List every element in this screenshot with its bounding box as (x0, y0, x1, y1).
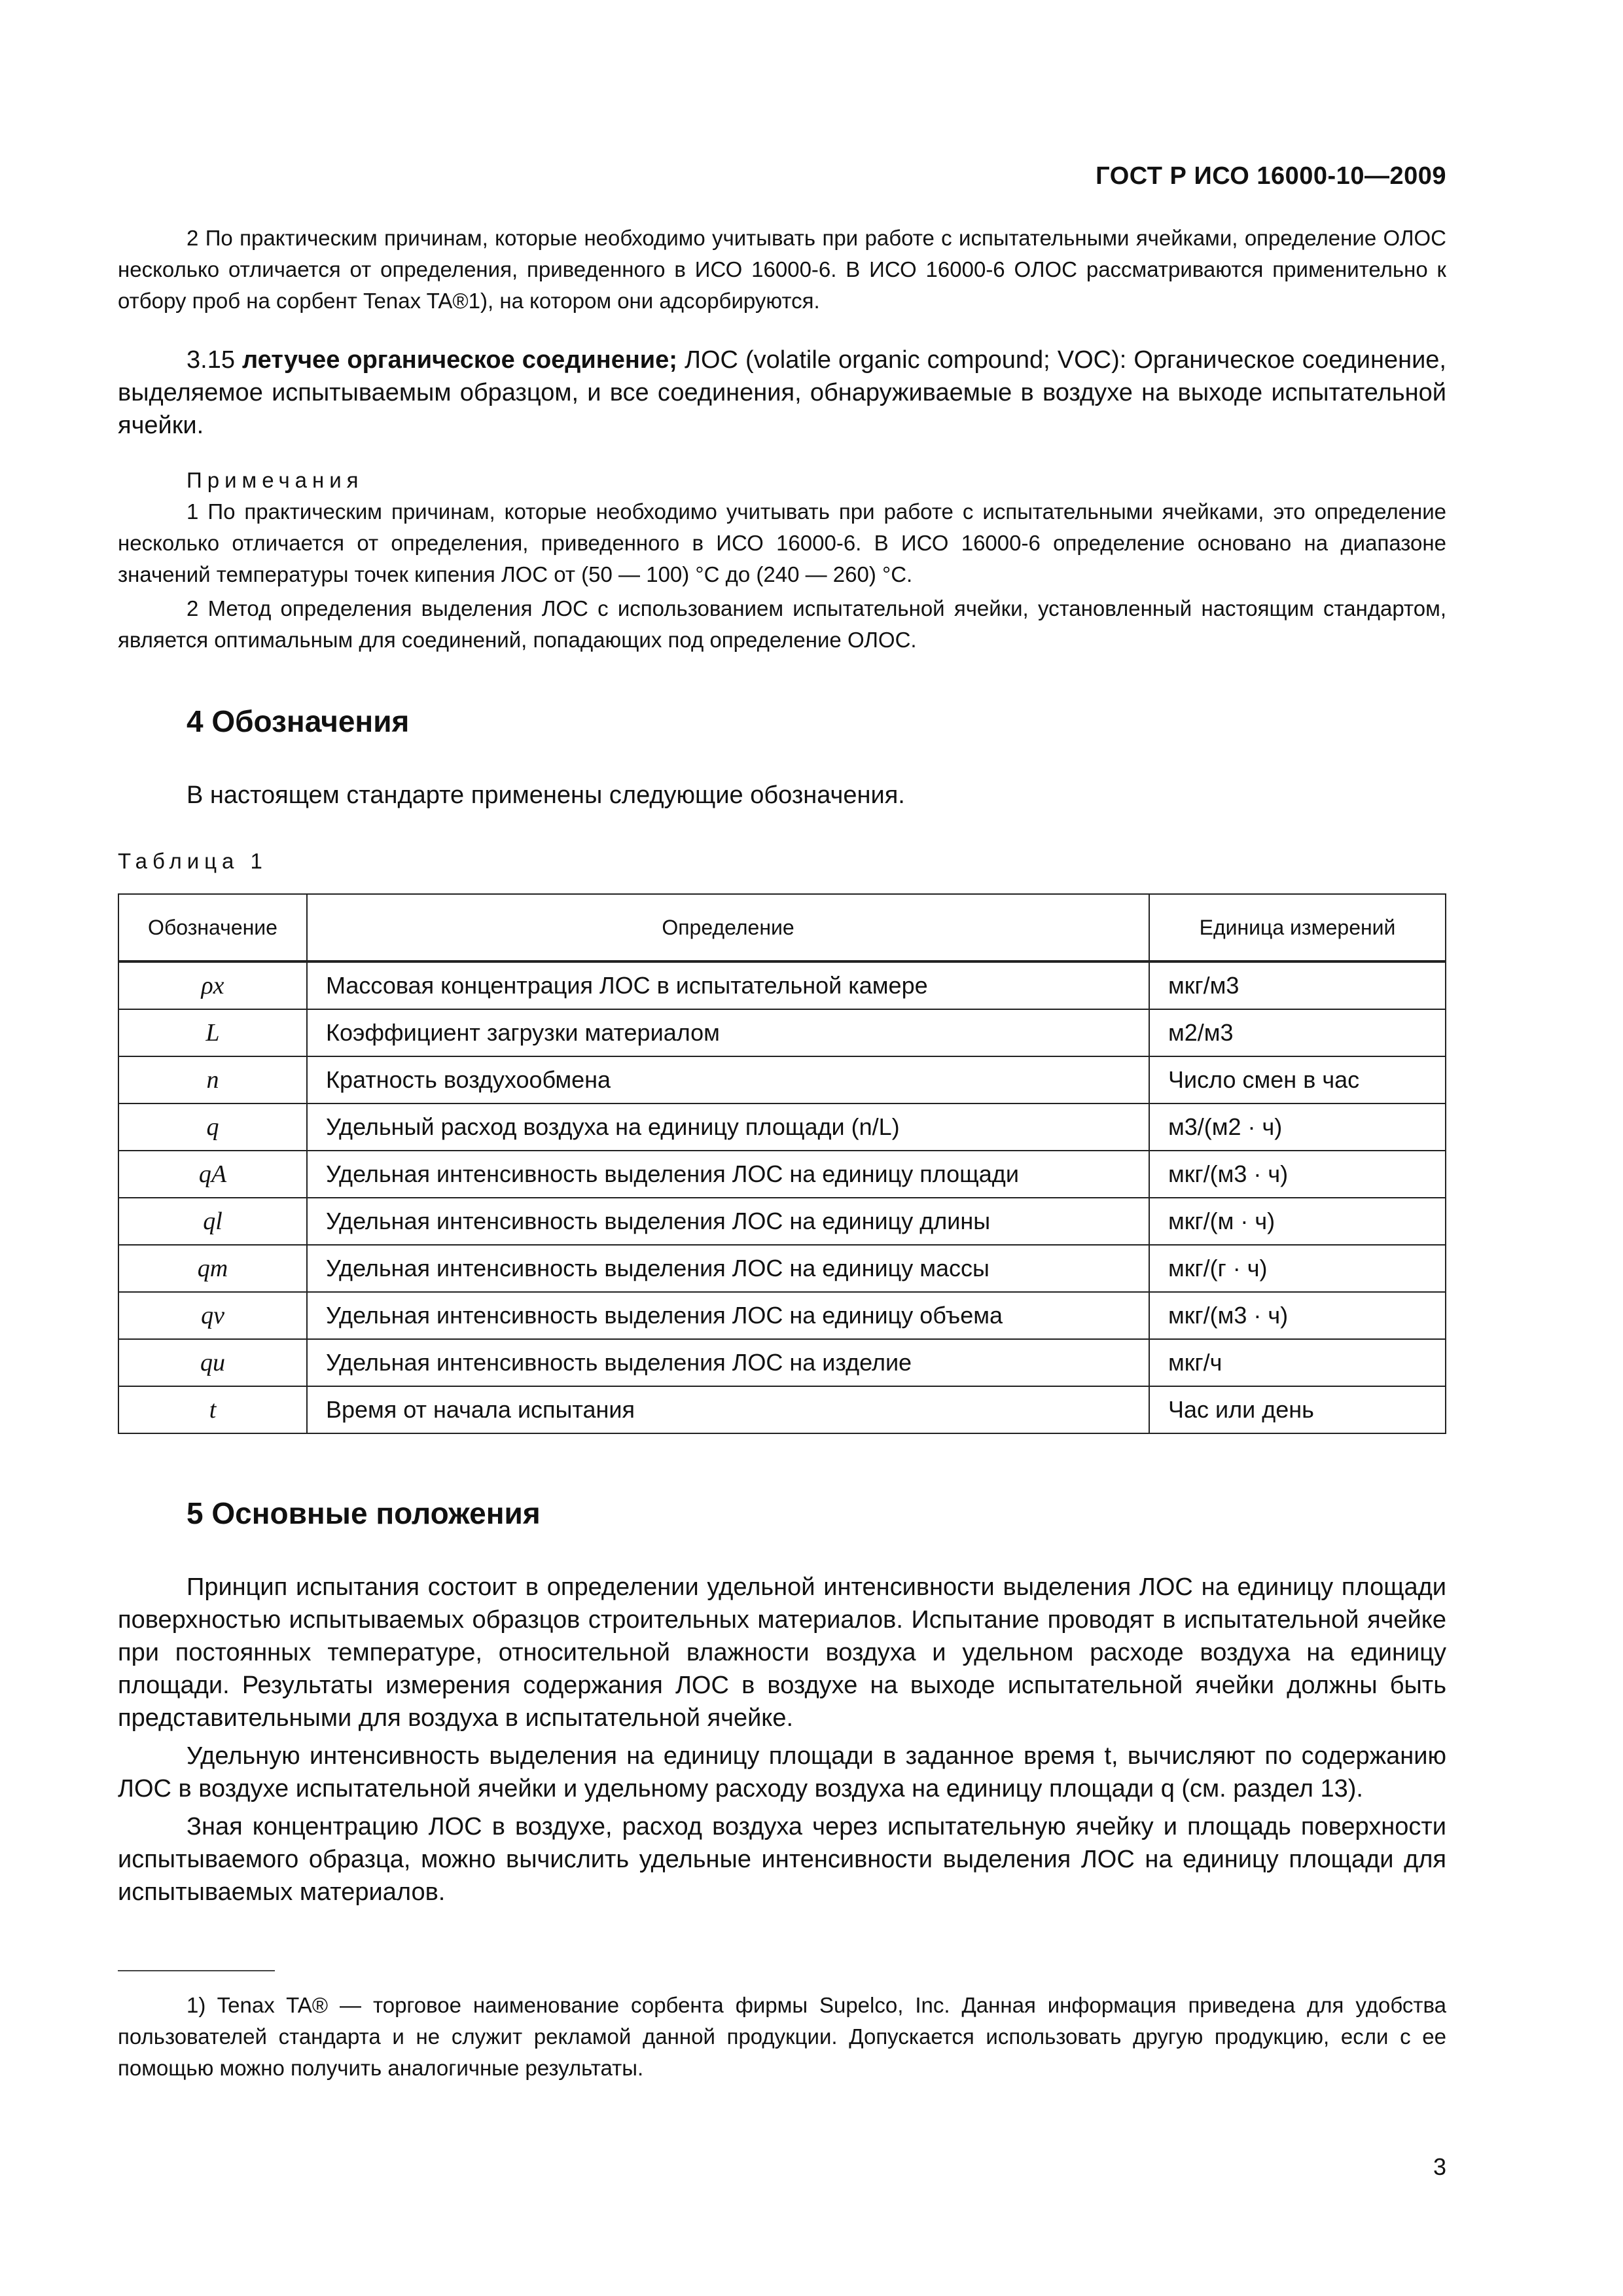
unit-cell: мкг/(м · ч) (1149, 1198, 1446, 1245)
definition-cell: Кратность воздухообмена (307, 1056, 1149, 1103)
definition-cell: Удельная интенсивность выделения ЛОС на единицу объема (307, 1292, 1149, 1339)
definition-cell: Время от начала испытания (307, 1386, 1149, 1433)
symbol-cell: t (118, 1386, 307, 1433)
symbol-cell: ρx (118, 961, 307, 1009)
page-number: 3 (1433, 2153, 1446, 2180)
unit-cell: Число смен в час (1149, 1056, 1446, 1103)
symbol-cell: qA (118, 1151, 307, 1198)
table-row (118, 961, 1446, 1009)
section-4-intro-text: В настоящем стандарте применены следующие обозначения. (187, 781, 905, 809)
definition-cell: Удельная интенсивность выделения ЛОС на единицу массы (307, 1245, 1149, 1292)
section-4-intro (118, 779, 1446, 812)
section-5-paragraph-2: Удельную интенсивность выделения на единицу площади в заданное время t, вычисляют по содержанию ЛОС в воздухе испытательной ячейки и удельному расходу воздуха на единицу площади q (см. раздел 13). (118, 1742, 1446, 1803)
notes-block (118, 465, 1446, 656)
table-row (118, 1056, 1446, 1103)
table-row (118, 1292, 1446, 1339)
column-header-definition: Определение (307, 894, 1149, 961)
symbols-table (118, 893, 1446, 1434)
section-5-body (118, 1571, 1446, 1909)
unit-cell: мкг/(м3 · ч) (1149, 1292, 1446, 1339)
table-row (118, 1009, 1446, 1056)
footnote-divider (118, 1970, 275, 1971)
table-row (118, 1339, 1446, 1386)
note-item-2: 2 Метод определения выделения ЛОС с использованием испытательной ячейки, установленный настоящим стандартом, является оптимальным для соединений, попадающих под определение ОЛОС. (118, 596, 1446, 652)
notes-heading: Примечания (187, 468, 364, 492)
note-top: 2 По практическим причинам, которые необходимо учитывать при работе с испытательными ячейками, определение ОЛОС несколько отличается от определения, приведенного в ИСО 16000-6. В ИСО 16000-6 ОЛОС рассматриваются применительно к отбору проб на сорбент Tenax TA®1), на котором они адсорбируются. (118, 226, 1446, 313)
unit-cell: мкг/(м3 · ч) (1149, 1151, 1446, 1198)
section-5-title: 5 Основные положения (187, 1496, 541, 1530)
document-code: ГОСТ Р ИСО 16000-10—2009 (1096, 162, 1446, 190)
definition-cell: Удельная интенсивность выделения ЛОС на изделие (307, 1339, 1149, 1386)
section-4-title: 4 Обозначения (187, 704, 410, 738)
definition-text: ЛОС (volatile organic compound; VOC): Органическое соединение, выделяемое испытываемым образцом, и все соединения, обнаруживаемые в воздухе на выходе испытательной ячейки. (118, 346, 1446, 439)
note-item-1: 1 По практическим причинам, которые необходимо учитывать при работе с испытательными ячейками, это определение несколько отличается от определения, приведенного в ИСО 16000-6. В ИСО 16000-6 определение основано на диапазоне значений температуры точек кипения ЛОС от (50 — 100) °С до (240 — 260) °С. (118, 499, 1446, 586)
symbol-cell: n (118, 1056, 307, 1103)
unit-cell: мкг/м3 (1149, 961, 1446, 1009)
section-5-paragraph-3: Зная концентрацию ЛОС в воздухе, расход воздуха через испытательную ячейку и площадь поверхности испытываемого образца, можно вычислить удельные интенсивности выделения ЛОС на единицу площади для испытываемых материалов. (118, 1813, 1446, 1906)
symbol-cell: qm (118, 1245, 307, 1292)
unit-cell: м3/(м2 · ч) (1149, 1103, 1446, 1151)
symbol-cell: ql (118, 1198, 307, 1245)
table-row (118, 1151, 1446, 1198)
unit-cell: м2/м3 (1149, 1009, 1446, 1056)
definition-number: 3.15 (187, 346, 235, 374)
symbol-cell: L (118, 1009, 307, 1056)
definition-term: летучее органическое соединение; (242, 346, 677, 374)
table-header-row (118, 894, 1446, 961)
table-caption: Таблица 1 (118, 849, 268, 873)
definition-cell: Удельная интенсивность выделения ЛОС на единицу длины (307, 1198, 1149, 1245)
definition-cell: Массовая концентрация ЛОС в испытательной камере (307, 961, 1149, 1009)
definition-cell: Коэффициент загрузки материалом (307, 1009, 1149, 1056)
section-5-paragraph-1: Принцип испытания состоит в определении удельной интенсивности выделения ЛОС на единицу площади поверхностью испытываемых образцов строительных материалов. Испытание проводят в испытательной ячейке при постоянных температуре, относительной влажности воздуха и удельном расходе воздуха на единицу площади. Результаты измерения содержания ЛОС в воздухе на выходе испытательной ячейки должны быть представительными для воздуха в испытательной ячейке. (118, 1573, 1446, 1732)
table-body (118, 961, 1446, 1433)
definition-3-15 (118, 344, 1446, 442)
definition-cell: Удельная интенсивность выделения ЛОС на единицу площади (307, 1151, 1149, 1198)
table-row (118, 1103, 1446, 1151)
footnote: 1) Tenax TA® — торговое наименование сорбента фирмы Supelco, Inc. Данная информация приведена для удобства пользователей стандарта и не служит рекламой данной продукции. Допускается использовать другую продукцию, если с ее помощью можно получить аналогичные результаты. (118, 1993, 1446, 2080)
symbol-cell: qu (118, 1339, 307, 1386)
table-row (118, 1198, 1446, 1245)
table-row (118, 1386, 1446, 1433)
unit-cell: мкг/ч (1149, 1339, 1446, 1386)
symbol-cell: q (118, 1103, 307, 1151)
unit-cell: мкг/(г · ч) (1149, 1245, 1446, 1292)
definition-cell: Удельный расход воздуха на единицу площади (n/L) (307, 1103, 1149, 1151)
table-row (118, 1245, 1446, 1292)
unit-cell: Час или день (1149, 1386, 1446, 1433)
column-header-symbol: Обозначение (118, 894, 307, 961)
symbol-cell: qv (118, 1292, 307, 1339)
column-header-unit: Единица измерений (1149, 894, 1446, 961)
